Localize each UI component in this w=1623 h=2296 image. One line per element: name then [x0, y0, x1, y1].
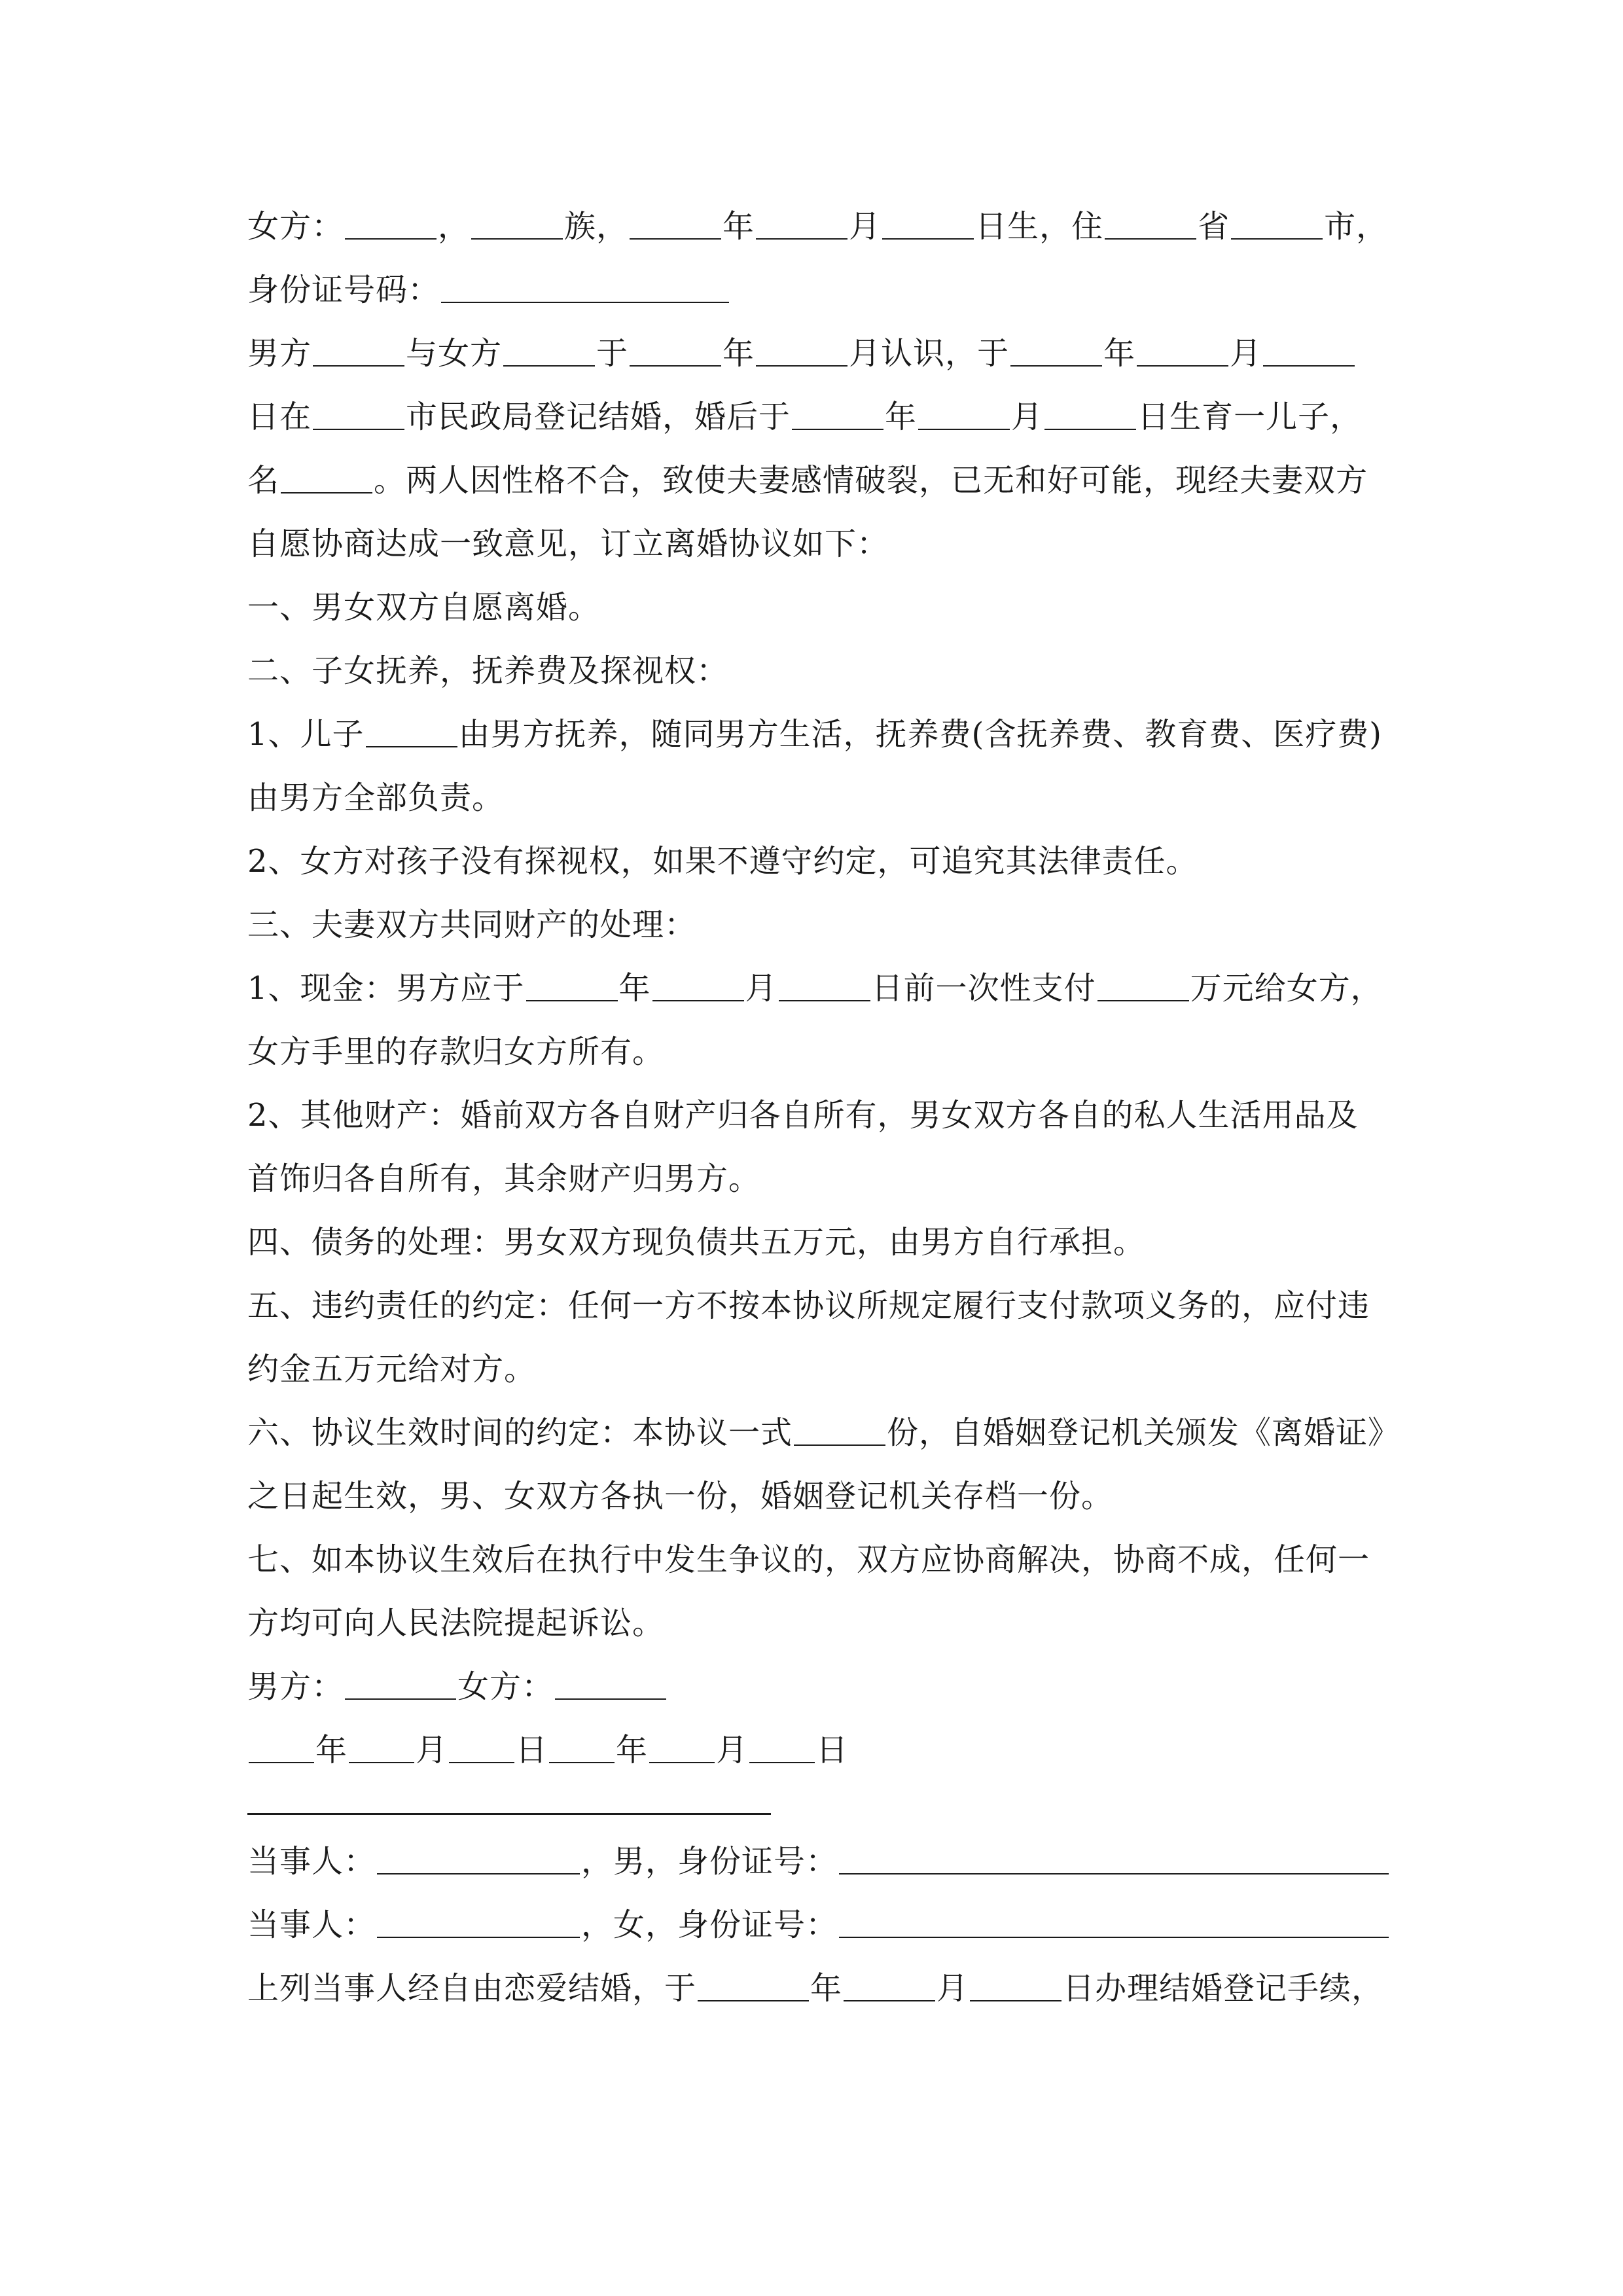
paragraph-line: 2、女方对孩子没有探视权，如果不遵守约定，可追究其法律责任。	[247, 843, 1198, 880]
signature-line	[247, 1655, 1419, 1719]
text: 由男方抚养，随同男方生活，抚养费(含抚养费、教育费、医疗费)	[458, 716, 1383, 753]
blank	[630, 336, 721, 367]
blank-party-name	[377, 1908, 580, 1938]
text: 月	[1011, 399, 1044, 435]
blank	[792, 400, 883, 430]
text: 男方	[247, 335, 312, 372]
text: 1、儿子	[247, 716, 365, 753]
text: 。两人因性格不合，致使夫妻感情破裂，已无和好可能，现经夫妻双方	[374, 462, 1368, 499]
marriage-line	[247, 386, 1419, 449]
text: 上列当事人经自由恋爱结婚，于	[247, 1970, 697, 2007]
text: 年	[618, 970, 651, 1007]
blank	[652, 971, 744, 1001]
paragraph-line: 七、如本协议生效后在执行中发生争议的，双方应协商解决，协商不成，任何一	[247, 1541, 1370, 1578]
female-id-line	[247, 259, 1419, 322]
paragraph-line: 首饰归各自所有，其余财产归男方。	[247, 1160, 761, 1197]
blank-name	[345, 209, 437, 240]
clause-heading: 三、夫妻双方共同财产的处理：	[247, 906, 697, 943]
blank-id-number	[839, 1908, 1389, 1938]
text: 1、现金：男方应于	[247, 970, 525, 1007]
text: 月	[849, 208, 882, 245]
text: 月	[416, 1732, 448, 1768]
blank	[349, 1733, 414, 1763]
blank-ethnicity	[471, 209, 563, 240]
text: 日生育一儿子，	[1137, 399, 1363, 435]
blank-month	[756, 209, 847, 240]
blank	[698, 1971, 809, 2001]
text: 六、协议生效时间的约定：本协议一式	[247, 1414, 793, 1451]
blank	[1044, 400, 1136, 430]
blank	[249, 1733, 314, 1763]
text: 年	[616, 1732, 649, 1768]
text: 日生，住	[975, 208, 1104, 245]
clause-heading: 二、子女抚养，抚养费及探视权：	[247, 653, 729, 689]
text: ，女，身份证号：	[581, 1907, 838, 1943]
text: 市民政局登记结婚，婚后于	[406, 399, 791, 435]
blank	[1010, 336, 1102, 367]
text: 日前一次性支付	[871, 970, 1096, 1007]
text: 省	[1198, 208, 1230, 245]
text: 名	[247, 462, 280, 499]
blank	[970, 1971, 1061, 2001]
blank-id-number	[839, 1844, 1389, 1874]
paragraph-line: 2、其他财产：婚前双方各自财产归各自所有，男女双方各自的私人生活用品及	[247, 1097, 1359, 1134]
text: 日	[516, 1732, 548, 1768]
text: 日	[816, 1732, 849, 1768]
female-signature-label: 女方：	[457, 1668, 554, 1705]
blank-copies	[794, 1416, 885, 1446]
text: 年	[722, 208, 755, 245]
text: 日办理结婚登记手续，	[1063, 1970, 1384, 2007]
blank	[844, 1971, 935, 2001]
text: 万元给女方，	[1190, 970, 1383, 1007]
text: 月	[745, 970, 777, 1007]
paragraph-line: 之日起生效，男、女双方各执一份，婚姻登记机关存档一份。	[247, 1478, 1114, 1515]
male-signature-label: 男方：	[247, 1668, 344, 1705]
acquaintance-line	[247, 322, 1419, 386]
blank-son-name	[281, 463, 372, 493]
text: 月认识，于	[849, 335, 1010, 372]
text: 年	[1103, 335, 1136, 372]
party-male-line	[247, 1830, 1419, 1893]
text: 身份证号码：	[247, 272, 440, 308]
text: 当事人：	[247, 1907, 376, 1943]
text: 市，	[1324, 208, 1389, 245]
cash-line	[247, 957, 1419, 1020]
paragraph-line: 约金五万元给对方。	[247, 1351, 537, 1388]
blank-id-number	[441, 273, 729, 303]
son-name-line	[247, 449, 1419, 512]
paragraph-line: 自愿协商达成一致意见，订立离婚协议如下：	[247, 526, 889, 562]
text: 女方：	[247, 208, 344, 245]
text: 月	[1230, 335, 1262, 372]
blank-year	[630, 209, 721, 240]
blank-son	[366, 717, 457, 747]
clause-heading: 四、债务的处理：男女双方现负债共五万元，由男方自行承担。	[247, 1224, 1146, 1261]
blank	[918, 400, 1010, 430]
blank-day	[882, 209, 974, 240]
blank	[1263, 336, 1355, 367]
text: ，	[438, 208, 471, 245]
blank-amount	[1097, 971, 1189, 1001]
blank	[649, 1733, 715, 1763]
blank-city	[1231, 209, 1323, 240]
blank-party-name	[377, 1844, 580, 1874]
text: 于	[596, 335, 629, 372]
paragraph-line: 女方手里的存款归女方所有。	[247, 1033, 665, 1070]
blank	[526, 971, 618, 1001]
text: 与女方	[406, 335, 503, 372]
blank	[749, 1733, 815, 1763]
female-info-line	[247, 195, 1419, 259]
text: ，男，身份证号：	[581, 1843, 838, 1880]
clause-heading: 一、男女双方自愿离婚。	[247, 589, 601, 626]
blank	[549, 1733, 615, 1763]
party-female-line	[247, 1893, 1419, 1957]
blank	[313, 400, 404, 430]
text: 月	[936, 1970, 969, 2007]
female-signature-blank	[555, 1670, 666, 1700]
custody-line	[247, 703, 1419, 766]
text: 日在	[247, 399, 312, 435]
male-signature-blank	[345, 1670, 456, 1700]
blank	[449, 1733, 514, 1763]
blank	[1137, 336, 1228, 367]
text: 年	[722, 335, 755, 372]
registration-line	[247, 1957, 1419, 2020]
text: 年	[315, 1732, 348, 1768]
text: 年	[885, 399, 918, 435]
document-page	[247, 195, 1419, 2020]
paragraph-line: 方均可向人民法院提起诉讼。	[247, 1605, 665, 1641]
text: 族，	[564, 208, 629, 245]
text: 份，自婚姻登记机关颁发《离婚证》	[887, 1414, 1400, 1451]
blank	[779, 971, 870, 1001]
paragraph-line: 五、违约责任的约定：任何一方不按本协议所规定履行支付款项义务的，应付违	[247, 1287, 1370, 1324]
blank	[313, 336, 404, 367]
section-divider	[247, 1813, 771, 1815]
blank	[503, 336, 595, 367]
blank-province	[1105, 209, 1196, 240]
effective-line	[247, 1401, 1419, 1465]
text: 当事人：	[247, 1843, 376, 1880]
blank	[756, 336, 847, 367]
text: 月	[716, 1732, 749, 1768]
text: 年	[810, 1970, 843, 2007]
paragraph-line: 由男方全部负责。	[247, 780, 505, 816]
